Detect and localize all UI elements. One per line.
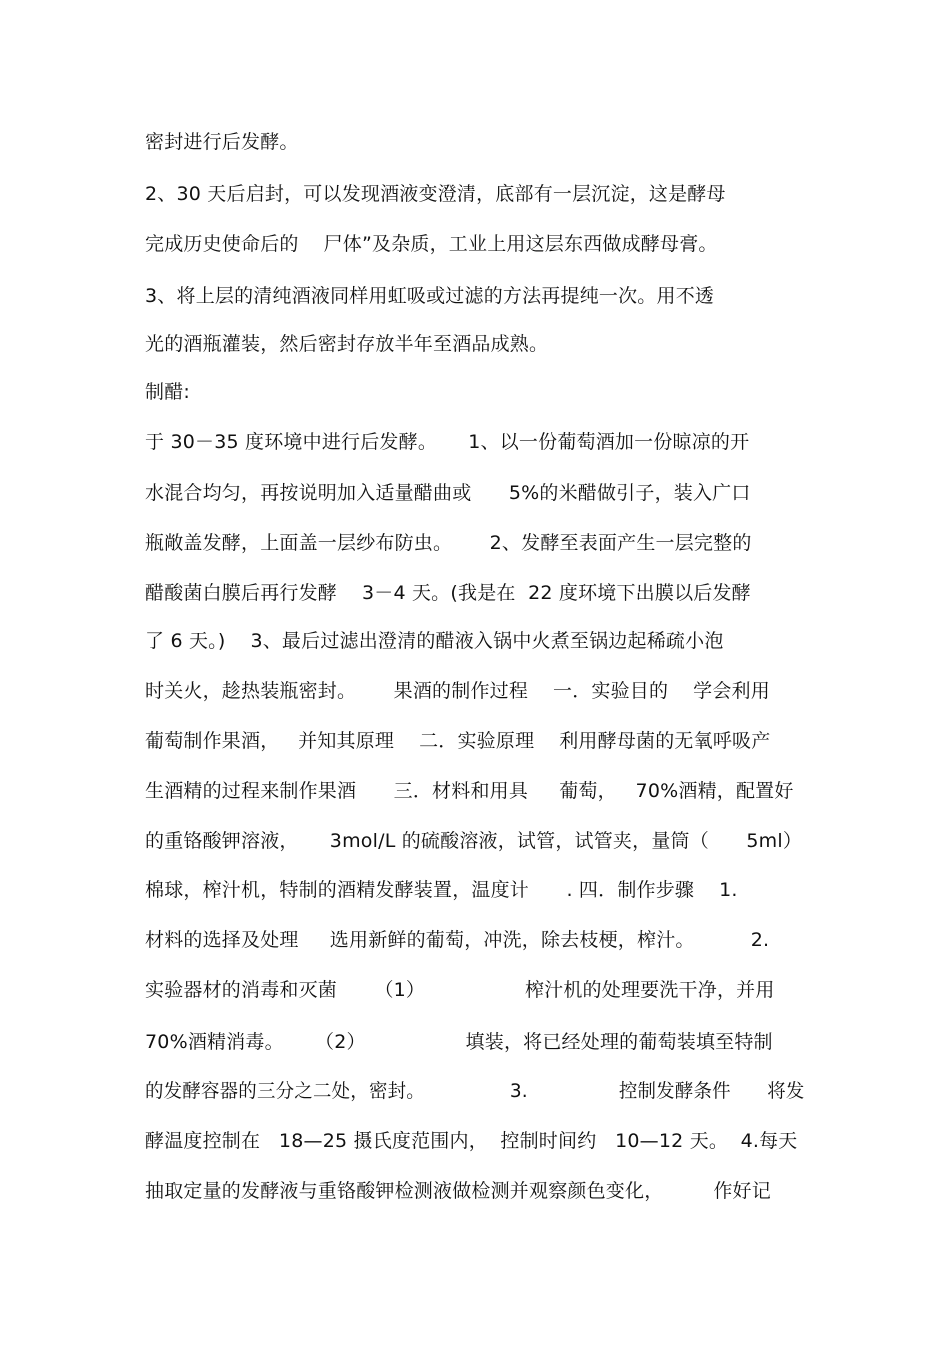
text-line: 葡萄制作果酒， 并知其原理 二．实验原理 利用酵母菌的无氧呼吸产	[145, 730, 771, 752]
text-line: 完成历史使命后的 尸体”及杂质，工业上用这层东西做成酵母膏。	[145, 233, 718, 255]
text-line: 水混合均匀，再按说明加入适量醋曲或 5%的米醋做引子，装入广口	[145, 482, 751, 504]
text-line: 棉球，榨汁机，特制的酒精发酵装置，温度计 . 四．制作步骤 1.	[145, 879, 738, 901]
text-line: 3、将上层的清纯酒液同样用虹吸或过滤的方法再提纯一次。用不透	[145, 285, 715, 307]
text-line: 时关火，趁热装瓶密封。 果酒的制作过程 一．实验目的 学会利用	[145, 680, 770, 702]
text-line: 密封进行后发酵。	[145, 131, 299, 153]
text-line: 实验器材的消毒和灭菌 （1） 榨汁机的处理要洗干净，并用	[145, 979, 775, 1001]
text-line: 瓶敞盖发酵，上面盖一层纱布防虫。 2、发酵至表面产生一层完整的	[145, 532, 752, 554]
text-line: 2、30 天后启封，可以发现酒液变澄清，底部有一层沉淀，这是酵母	[145, 183, 726, 205]
text-line: 70%酒精消毒。 （2） 填装，将已经处理的葡萄装填至特制	[145, 1031, 773, 1053]
text-line: 了 6 天。) 3、最后过滤出澄清的醋液入锅中火煮至锅边起稀疏小泡	[145, 630, 724, 652]
text-line: 材料的选择及处理 选用新鲜的葡萄，冲洗，除去枝梗，榨汁。 2.	[145, 929, 770, 951]
text-line: 制醋:	[145, 381, 191, 403]
text-line: 的重铬酸钾溶液， 3mol/L 的硫酸溶液，试管，试管夹，量筒（ 5ml）	[145, 830, 803, 852]
text-line: 于 30－35 度环境中进行后发酵。 1、以一份葡萄酒加一份晾凉的开	[145, 431, 750, 453]
text-line: 的发酵容器的三分之二处，密封。 3. 控制发酵条件 将发	[145, 1080, 805, 1102]
text-line: 醋酸菌白膜后再行发酵 3－4 天。(我是在 22 度环境下出膜以后发酵	[145, 582, 751, 604]
text-line: 生酒精的过程来制作果酒 三．材料和用具 葡萄， 70%酒精，配置好	[145, 780, 794, 802]
text-line: 酵温度控制在 18—25 摄氏度范围内， 控制时间约 10—12 天。 4.每天	[145, 1130, 798, 1152]
text-line: 抽取定量的发酵液与重铬酸钾检测液做检测并观察颜色变化， 作好记	[145, 1180, 771, 1202]
text-line: 光的酒瓶灌装，然后密封存放半年至酒品成熟。	[145, 333, 549, 355]
